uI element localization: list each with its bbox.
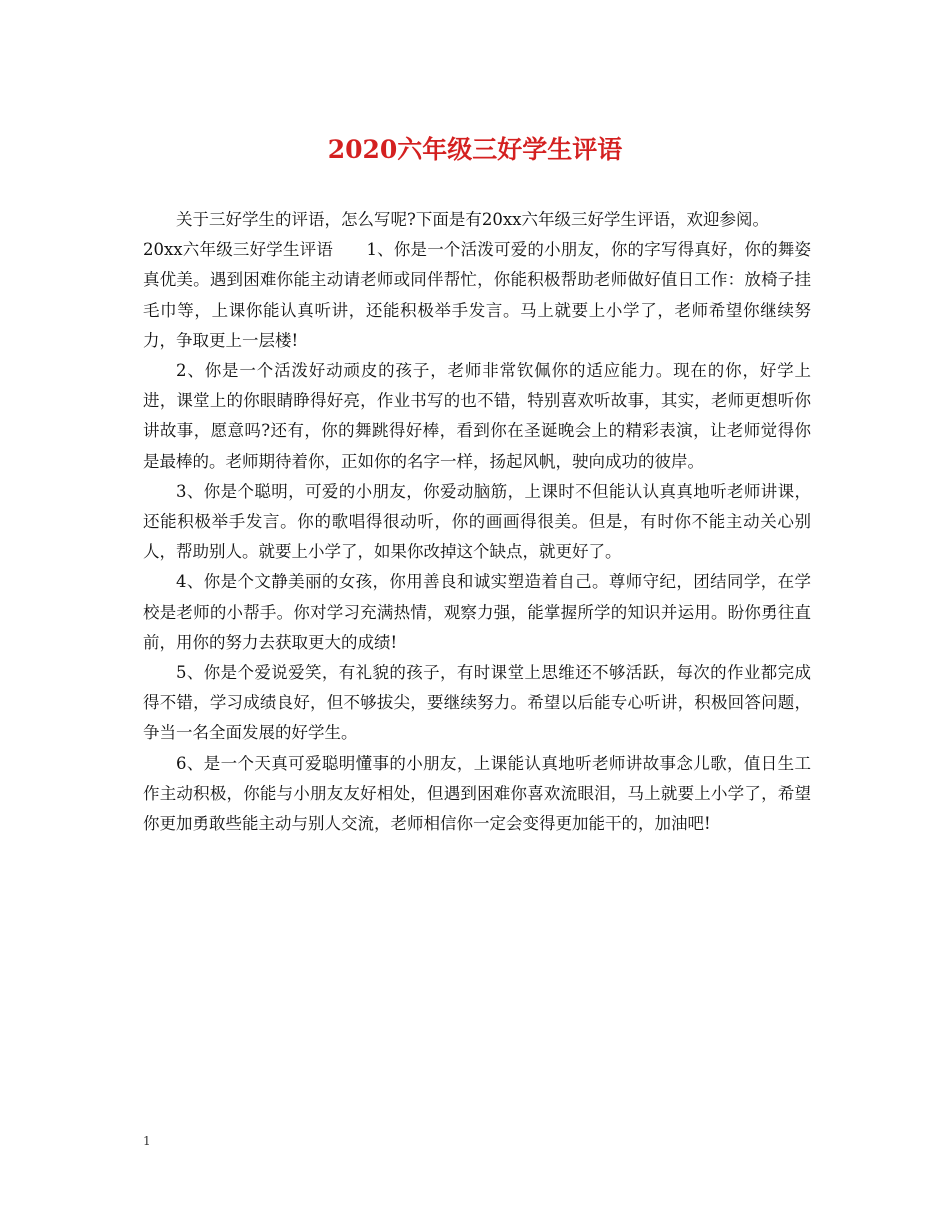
paragraph-3: 3、你是个聪明，可爱的小朋友，你爱动脑筋，上课时不但能认认真真地听老师讲课，还能积极举手发言。你的歌唱得很动听，你的画画得很美。但是，有时你不能主动关心别人，帮助别人。就要上小学了，如果你改掉这个缺点，就更好了。 — [143, 481, 811, 562]
intro-paragraph: 关于三好学生的评语，怎么写呢?下面是有20xx六年级三好学生评语，欢迎参阅。 — [176, 210, 769, 229]
document-title: 2020六年级三好学生评语 — [327, 135, 623, 164]
paragraph-6: 6、是一个天真可爱聪明懂事的小朋友，上课能认真地听老师讲故事念儿歌，值日生工作主动积极，你能与小朋友友好相处，但遇到困难你喜欢流眼泪，马上就要上小学了，希望你更加勇敢些能主动与别人交流，老师相信你一定会变得更加能干的，加油吧! — [143, 753, 811, 834]
paragraph-5: 5、你是个爱说爱笑，有礼貌的孩子，有时课堂上思维还不够活跃，每次的作业都完成得不错，学习成绩良好，但不够拔尖，要继续努力。希望以后能专心听讲，积极回答问题，争当一名全面发展的好学生。 — [143, 663, 811, 743]
paragraph-1: 20xx六年级三好学生评语 1、你是一个活泼可爱的小朋友，你的字写得真好，你的舞姿真优美。遇到困难你能主动请老师或同伴帮忙，你能积极帮助老师做好值日工作：放椅子挂毛巾等，上课你能认真听讲，还能积极举手发言。马上就要上小学了，老师希望你继续努力，争取更上一层楼! — [143, 240, 811, 350]
paragraph-4: 4、你是个文静美丽的女孩，你用善良和诚实塑造着自己。尊师守纪，团结同学，在学校是老师的小帮手。你对学习充满热情，观察力强，能掌握所学的知识并运用。盼你勇往直前，用你的努力去获取更大的成绩! — [143, 572, 811, 652]
document-body — [143, 205, 811, 839]
paragraph-2: 2、你是一个活泼好动顽皮的孩子，老师非常钦佩你的适应能力。现在的你，好学上进，课堂上的你眼睛睁得好亮，作业书写的也不错，特别喜欢听故事，其实，老师更想听你讲故事，愿意吗?还有，你的舞跳得好棒，看到你在圣诞晚会上的精彩表演，让老师觉得你是最棒的。老师期待着你，正如你的名字一样，扬起风帆，驶向成功的彼岸。 — [143, 361, 811, 471]
page-number: 1 — [143, 1134, 151, 1148]
